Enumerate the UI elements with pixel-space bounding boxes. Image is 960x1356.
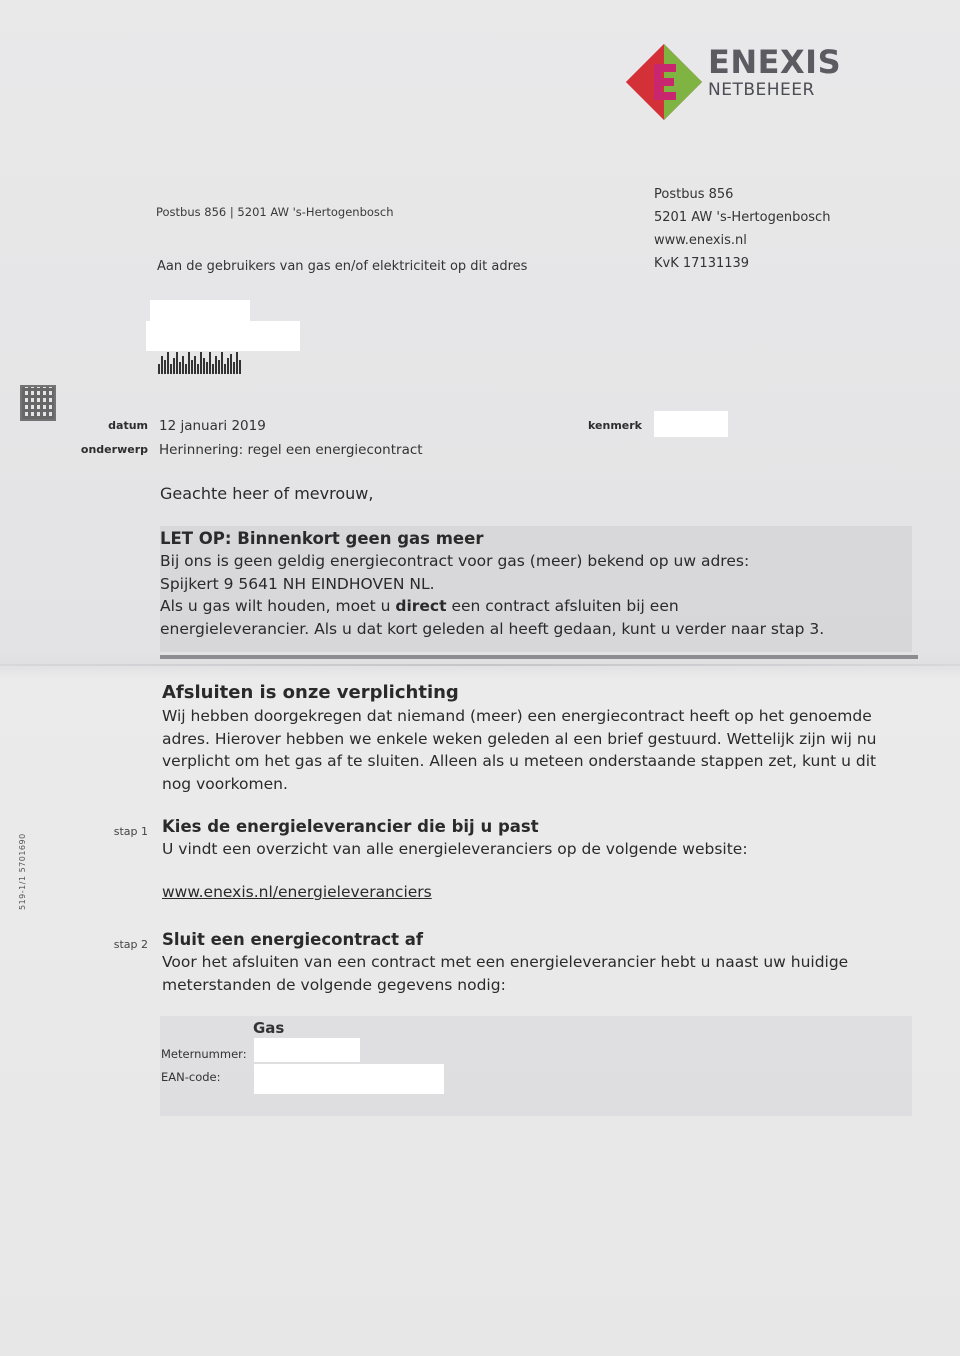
sender-return-line: Postbus 856 | 5201 AW 's-Hertogenbosch: [156, 205, 394, 219]
obligation-line-4: nog voorkomen.: [162, 774, 288, 793]
onderwerp-label: onderwerp: [80, 443, 148, 456]
redacted-ean: [254, 1064, 444, 1094]
postal-barcode: [158, 352, 276, 374]
redacted-address: [146, 321, 300, 351]
step-2-label: stap 2: [113, 938, 148, 951]
notice-line-4: energieleverancier. Als u dat kort geleden al heeft gedaan, kunt u verder naar stap 3.: [160, 619, 825, 638]
datamatrix-code-icon: [20, 385, 56, 421]
brand-subname: NETBEHEER: [708, 80, 815, 100]
obligation-line-3: verplicht om het gas af te sluiten. Alleen als u meteen onderstaande stappen zet, kunt u dit: [162, 752, 877, 770]
step-2-line-1: Voor het afsluiten van een contract met een energieleverancier hebt u naast uw huidige: [162, 953, 849, 971]
redacted-name: [150, 300, 250, 322]
step-1-title: Kies de energieleverancier die bij u past: [162, 817, 539, 836]
obligation-title: Afsluiten is onze verplichting: [162, 682, 459, 703]
energieleveranciers-link[interactable]: www.enexis.nl/energieleveranciers: [162, 883, 432, 901]
sender-address-block: [654, 183, 830, 275]
notice-direct-emphasis: direct: [395, 597, 447, 615]
step-2-title: Sluit een energiecontract af: [162, 930, 424, 949]
brand-wordmark: [708, 44, 841, 100]
notice-title: LET OP: Binnenkort geen gas meer: [160, 529, 484, 548]
obligation-line-1: Wij hebben doorgekregen dat niemand (meer) een energiecontract heeft op het genoemde: [162, 707, 872, 725]
brand-name: ENEXIS: [708, 43, 842, 81]
obligation-line-2: adres. Hierover hebben we enkele weken geleden al een brief gestuurd. Wettelijk zijn wij nu: [162, 729, 877, 748]
step-1-text: U vindt een overzicht van alle energieleveranciers op de volgende website:: [162, 840, 748, 858]
datum-label: datum: [108, 419, 148, 432]
notice-box: [160, 528, 920, 640]
notice-line-3: [160, 595, 920, 618]
notice-divider: [160, 655, 918, 659]
sender-kvk: KvK 17131139: [654, 256, 750, 271]
notice-line-1: Bij ons is geen geldig energiecontract voor gas (meer) bekend op uw adres:: [160, 552, 750, 570]
gas-header: Gas: [253, 1019, 285, 1037]
redacted-meternummer: [254, 1038, 360, 1062]
meternummer-label: Meternummer:: [161, 1047, 247, 1061]
step-1: [162, 816, 922, 861]
side-reference-code: 519-1/1 5701690: [18, 833, 27, 910]
kenmerk-label: kenmerk: [588, 419, 642, 432]
redacted-kenmerk: [654, 411, 728, 437]
recipient-line: Aan de gebruikers van gas en/of elektriciteit op dit adres: [157, 259, 528, 274]
step-1-label: stap 1: [113, 825, 148, 838]
notice-line-3-post: een contract afsluiten bij een: [446, 597, 679, 615]
paper-fold: [0, 664, 960, 666]
notice-line-3-pre: Als u gas wilt houden, moet u: [160, 597, 396, 615]
notice-address: Spijkert 9 5641 NH EINDHOVEN NL.: [160, 574, 435, 593]
step-2-line-2: meterstanden de volgende gegevens nodig:: [162, 975, 506, 994]
sender-website: www.enexis.nl: [654, 233, 747, 248]
datum-value: 12 januari 2019: [159, 418, 266, 434]
salutation: Geachte heer of mevrouw,: [160, 484, 374, 503]
obligation-section: [162, 681, 932, 795]
sender-city: 5201 AW 's-Hertogenbosch: [654, 210, 831, 225]
step-2: [162, 929, 922, 996]
sender-postbus: Postbus 856: [654, 187, 734, 202]
ean-label: EAN-code:: [161, 1070, 221, 1084]
enexis-logo-icon: [626, 44, 702, 120]
onderwerp-value: Herinnering: regel een energiecontract: [159, 442, 423, 458]
